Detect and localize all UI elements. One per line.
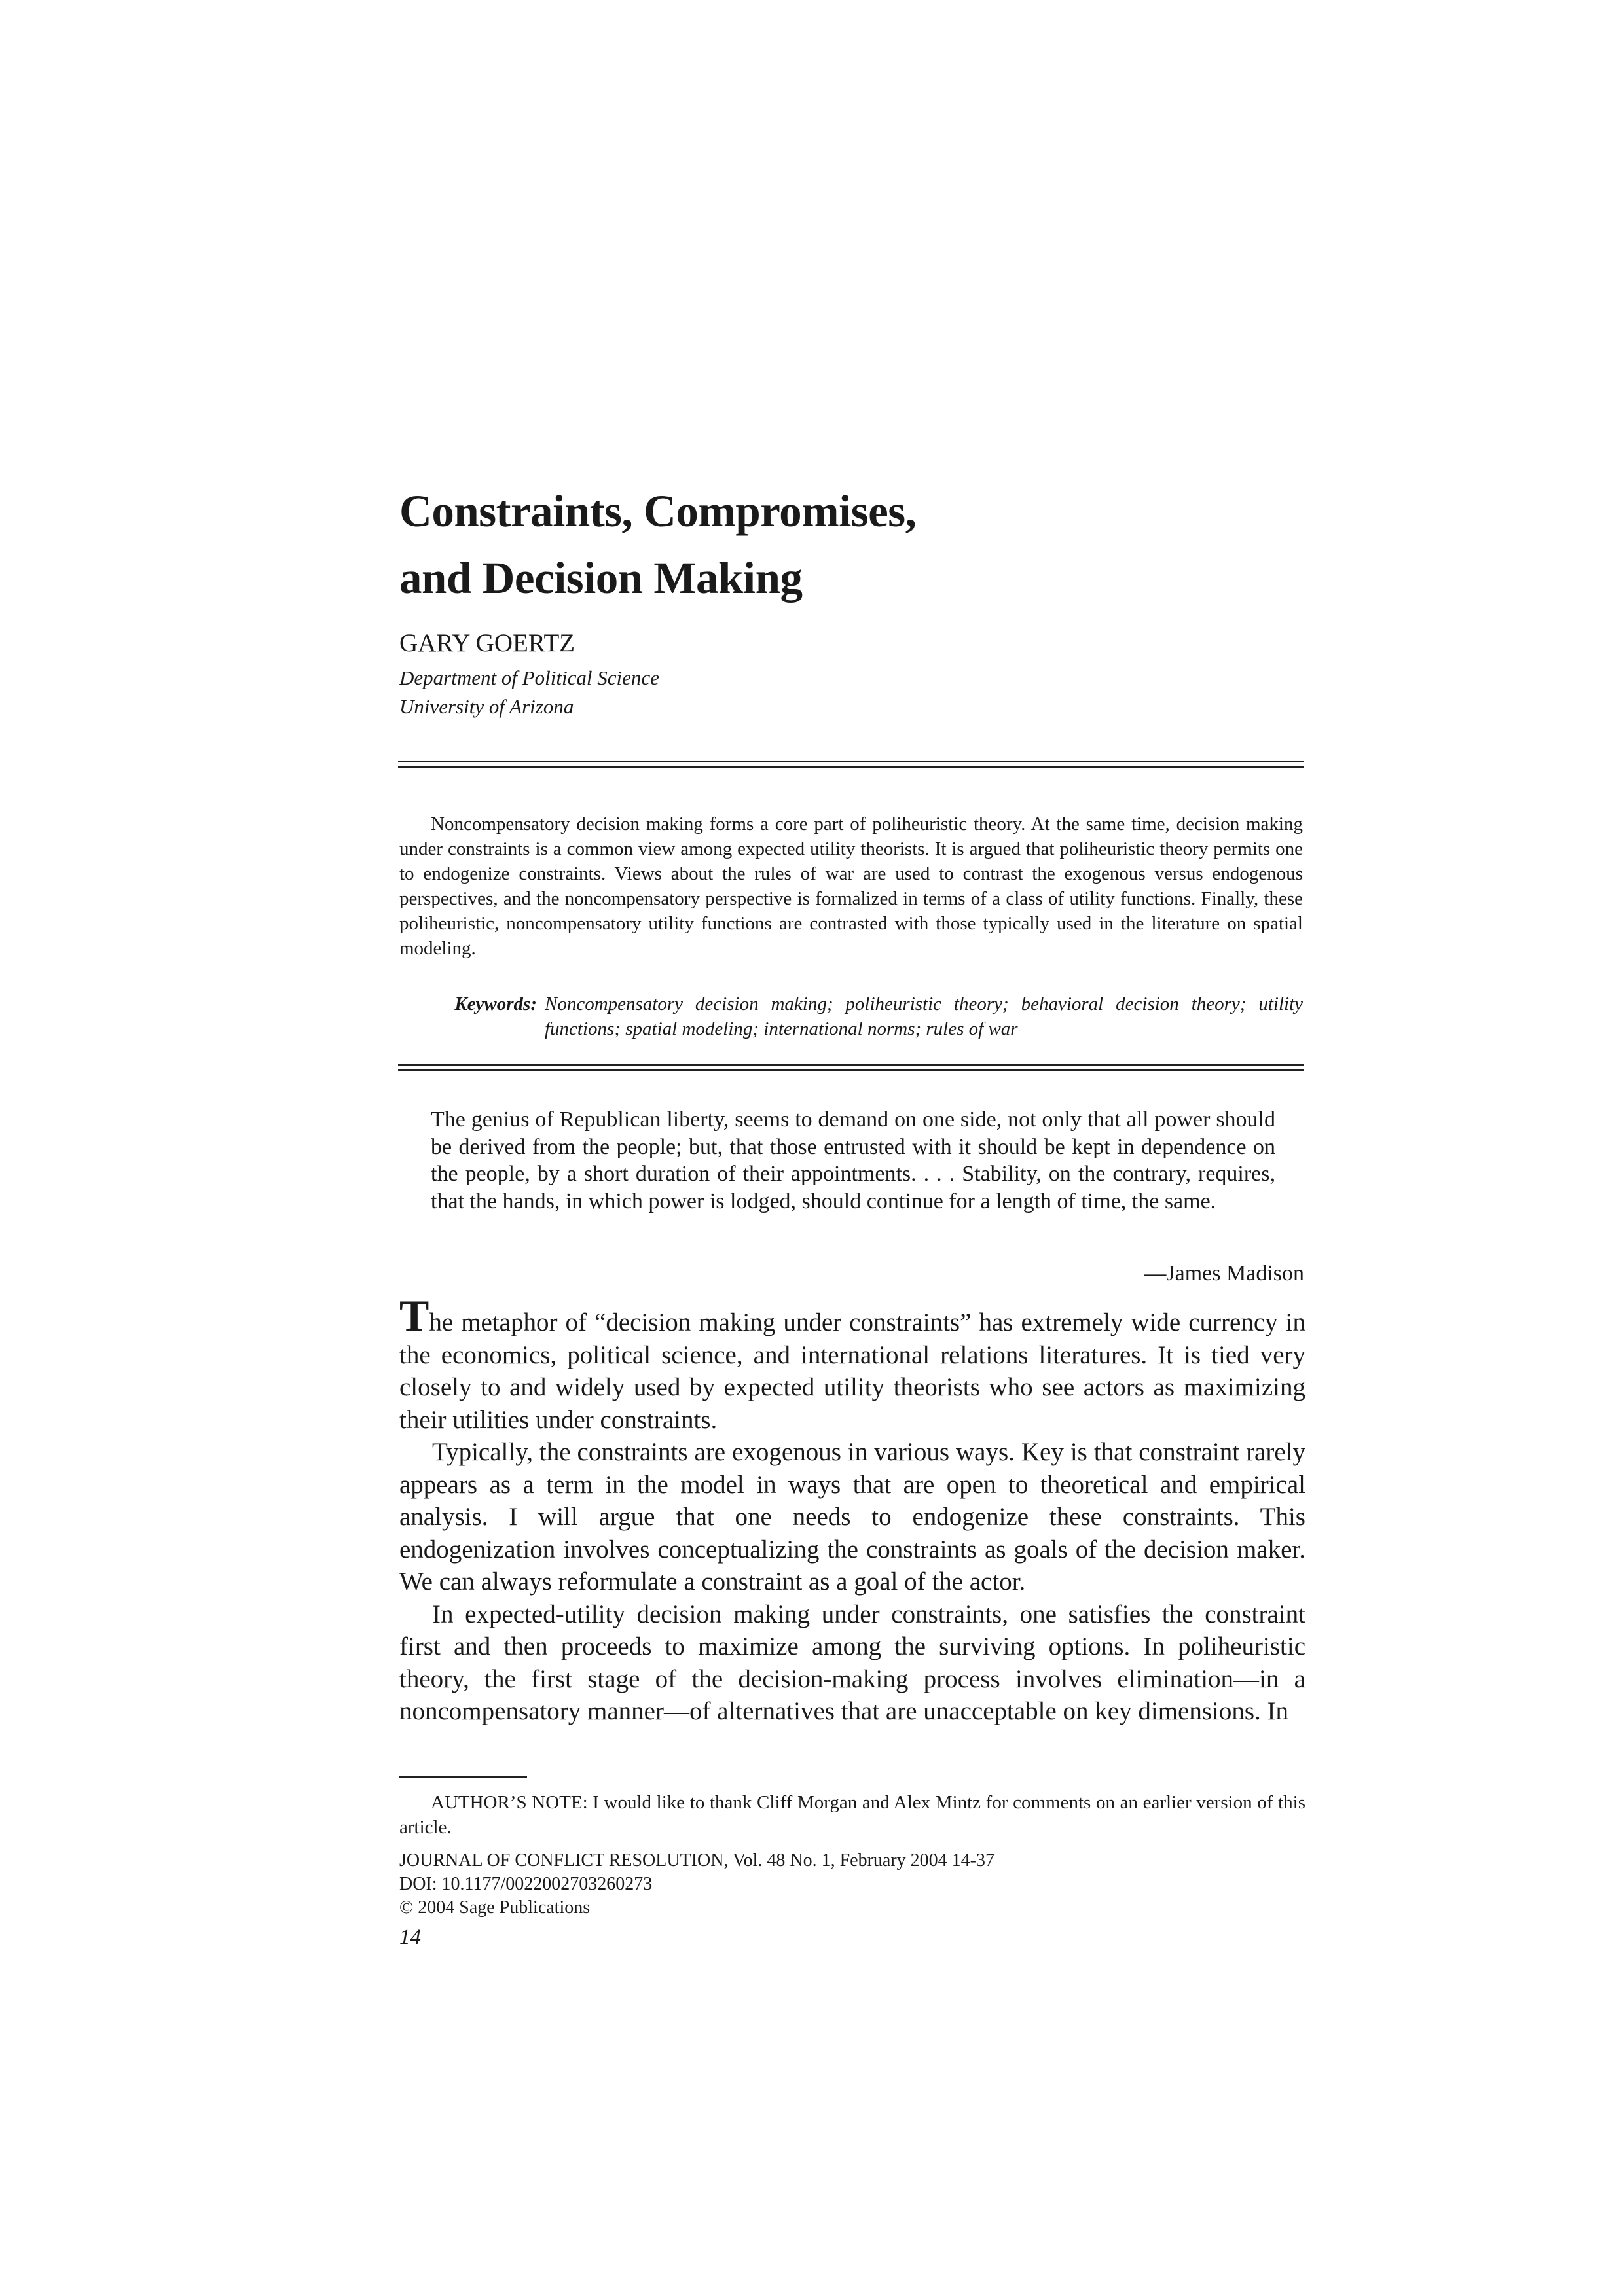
keywords	[399, 992, 1303, 1041]
body-paragraph-1-text: he metaphor of “decision making under constraints” has extremely wide currency in the economics, political science, and international relations literatures. It is tied very closely to and widely used by expected utility theorists who see actors as maximizing their utilities under constraints.	[399, 1308, 1305, 1434]
affiliation-department: Department of Political Science	[399, 666, 659, 689]
title-line-1: Constraints, Compromises,	[399, 486, 917, 536]
author-name: GARY GOERTZ	[399, 629, 575, 657]
abstract-bottom-rule	[398, 1064, 1304, 1071]
keywords-label: Keywords:	[454, 994, 537, 1014]
body-paragraph-2: Typically, the constraints are exogenous in various ways. Key is that constraint rarely appears as a term in the model in ways that are open to theoretical and empirical analysis. I will argue that one needs to endogenize these constraints. This endogenization involves conceptualizing the constraints as goals of the decision maker. We can always reformulate a constraint as a goal of the actor.	[399, 1438, 1305, 1596]
drop-cap: T	[399, 1291, 429, 1340]
epigraph-attribution: —James Madison	[1144, 1261, 1304, 1285]
footnote-rule	[399, 1776, 527, 1778]
page-number: 14	[399, 1926, 421, 1949]
epigraph-quote: The genius of Republican liberty, seems to demand on one side, not only that all power should be derived from the people; but, that those entrusted with it should be kept in dependence on the people, by a short duration of their appointments. . . . Stability, on the contrary, requires, that the hands, in which power is lodged, should continue for a length of time, the same.	[431, 1107, 1275, 1213]
body-text	[399, 1291, 1305, 1728]
abstract-text: Noncompensatory decision making forms a core part of poliheuristic theory. At the same time, decision making under constraints is a common view among expected utility theorists. It is argued that poliheuristic theory permits one to endogenize constraints. Views about the rules of war are used to contrast the exogenous versus endogenous perspectives, and the noncompensatory perspective is formalized in terms of a class of utility functions. Finally, these poliheuristic, noncompensatory utility functions are contrasted with those typically used in the literature on spatial modeling.	[399, 814, 1303, 959]
abstract-top-rule	[398, 761, 1304, 768]
journal-doi: DOI: 10.1177/0022002703260273	[399, 1874, 653, 1894]
journal-copyright: © 2004 Sage Publications	[399, 1897, 591, 1918]
keywords-text: Noncompensatory decision making; poliheuristic theory; behavioral decision theory; utility functions; spatial modeling; international norms; rules of war	[545, 994, 1303, 1039]
body-paragraph-3: In expected-utility decision making under constraints, one satisfies the constraint first and then proceeds to maximize among the surviving options. In poliheuristic theory, the first stage of the decision-making process involves elimination—in a noncompensatory manner—of alternatives that are unacceptable on key dimensions. In	[399, 1600, 1305, 1725]
affiliation-university: University of Arizona	[399, 695, 574, 718]
journal-citation: JOURNAL OF CONFLICT RESOLUTION, Vol. 48 No. 1, February 2004 14-37	[399, 1850, 994, 1871]
article-title	[399, 478, 1381, 611]
body-paragraph-1	[399, 1291, 1305, 1436]
journal-info	[399, 1849, 1305, 1920]
author-note: AUTHOR’S NOTE: I would like to thank Cliff Morgan and Alex Mintz for comments on an earlier version of this article.	[399, 1792, 1305, 1838]
title-line-2: and Decision Making	[399, 553, 803, 603]
author-affiliation	[399, 664, 1185, 721]
